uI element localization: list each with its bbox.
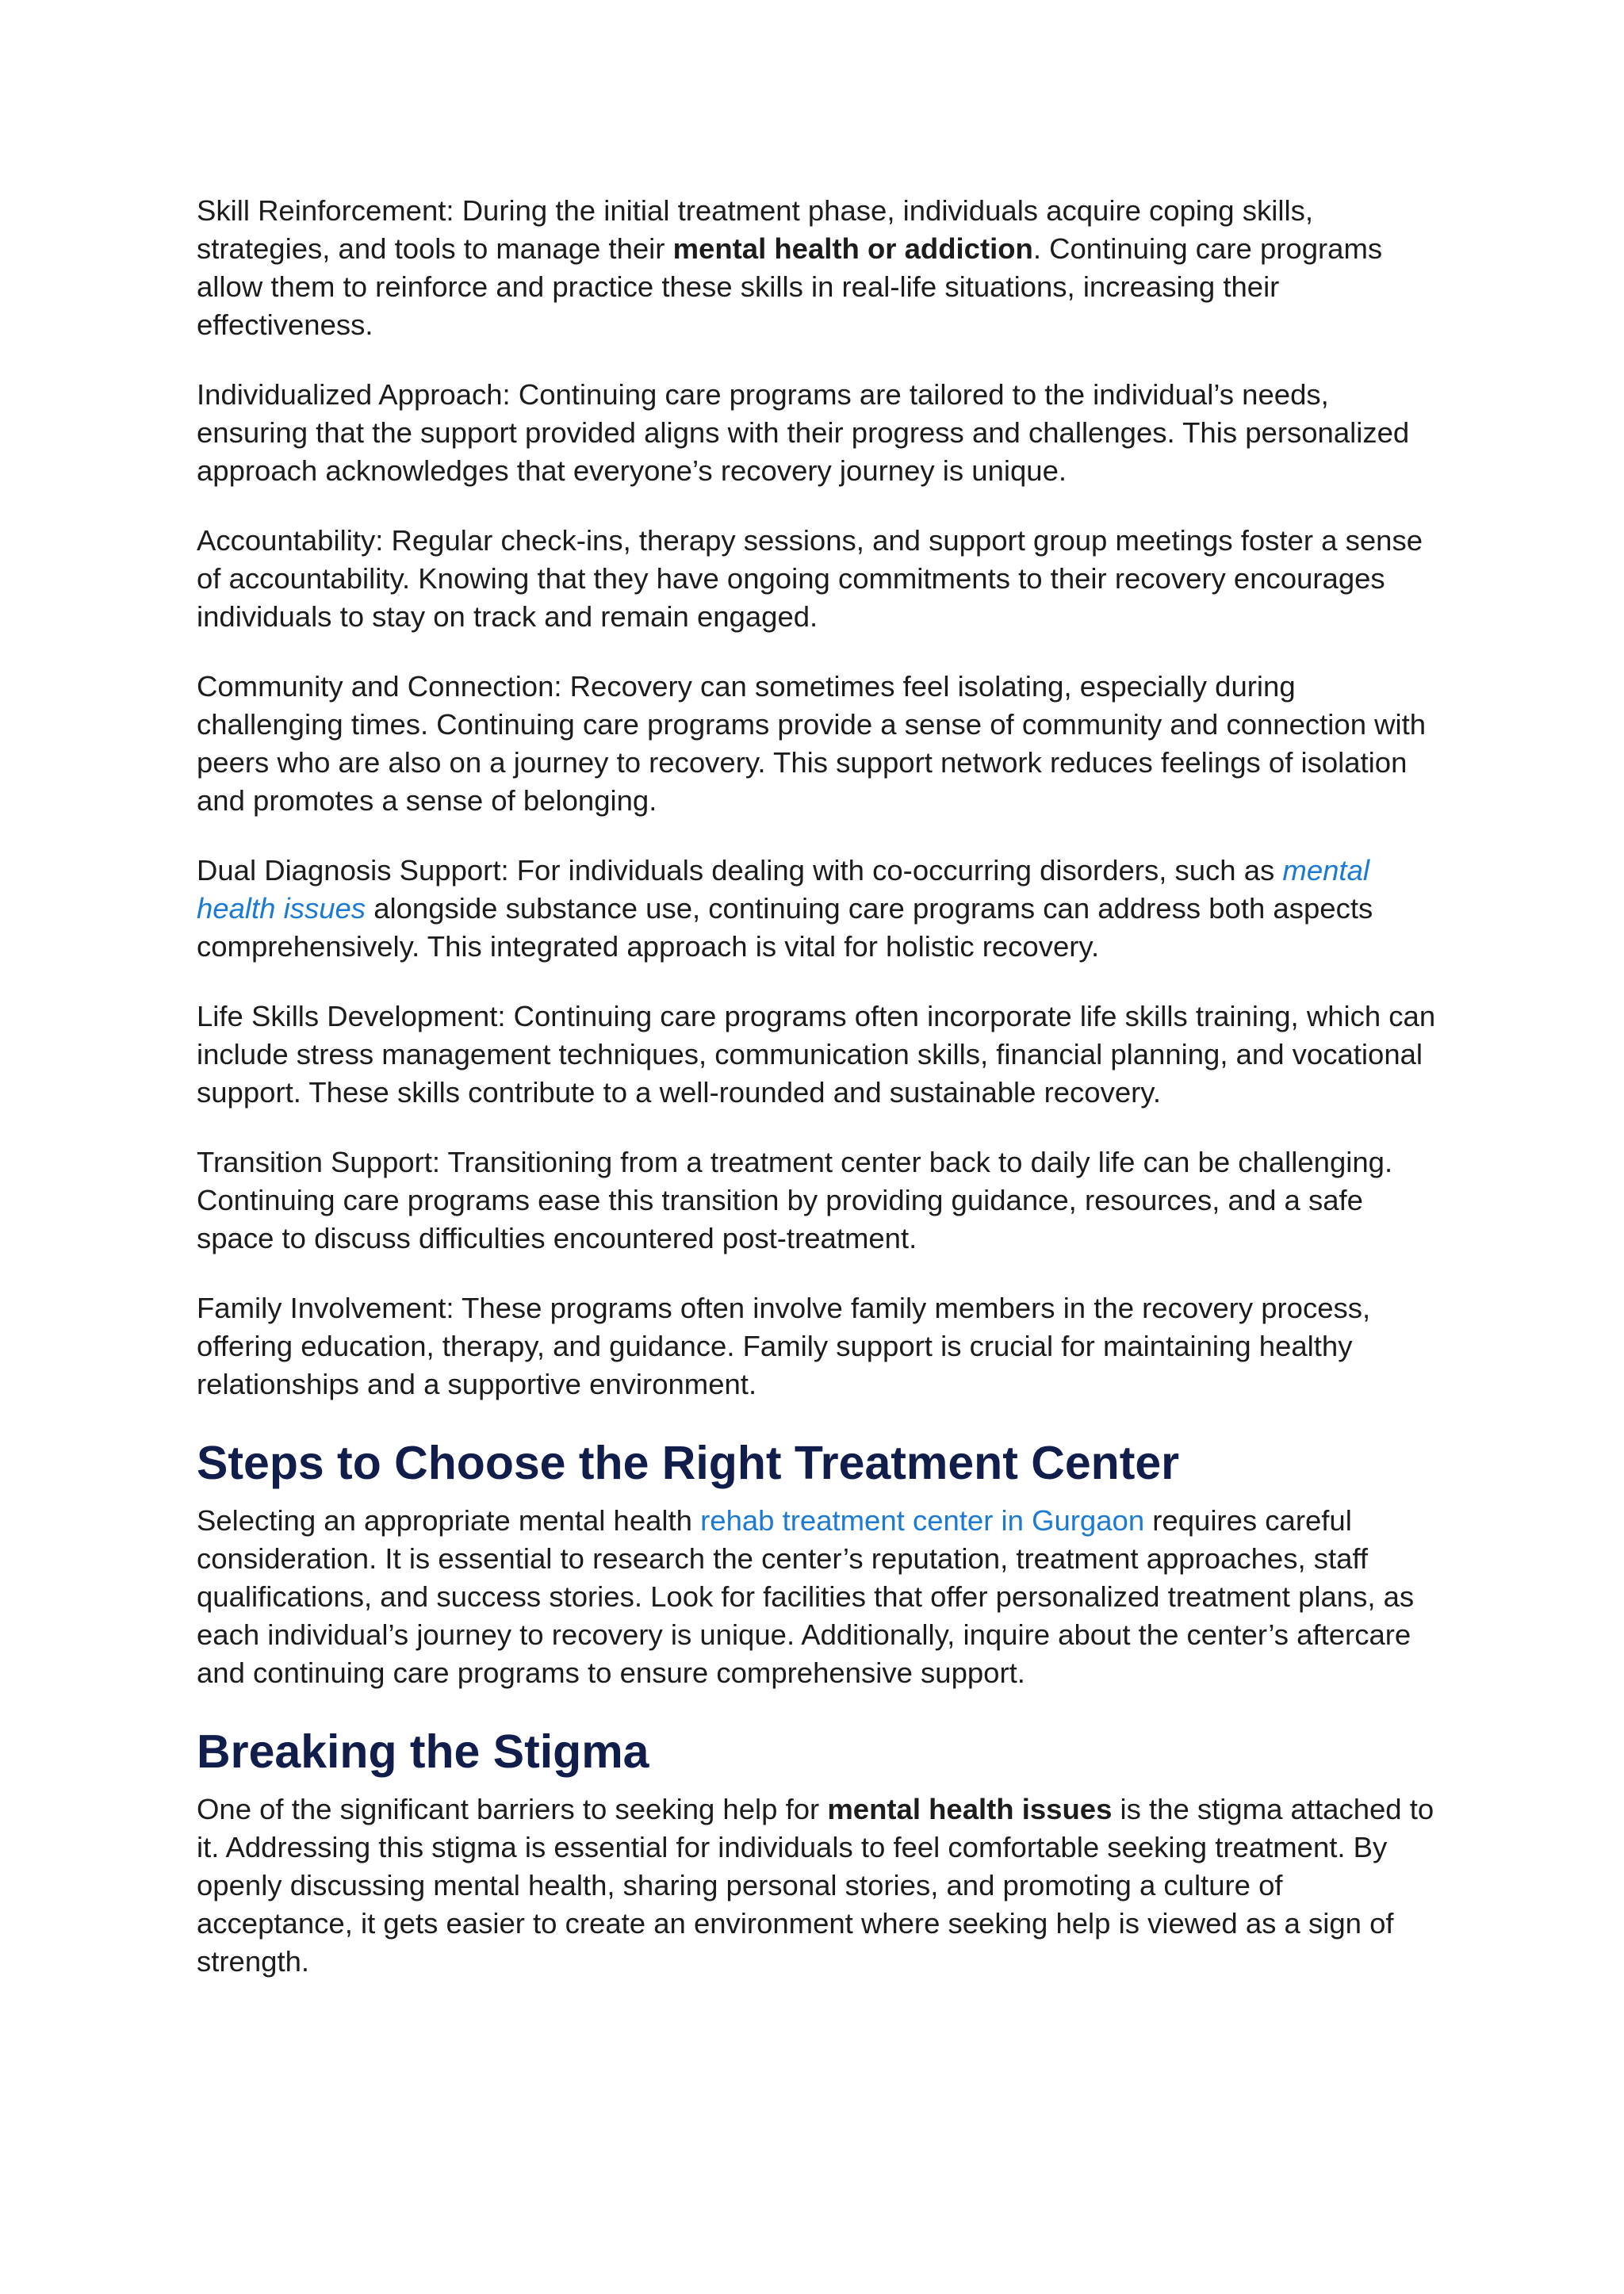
paragraph-transition-support: Transition Support: Transitioning from a treatment center back to daily life can be challenging. Continuing care programs ease this transition by providing guidance, resources, and a safe space to discuss difficulties encountered post-treatment. [197,1146,1393,1254]
document-body [197,192,1442,2013]
paragraph-family-involvement: Family Involvement: These programs often involve family members in the recovery process, offering education, therapy, and guidance. Family support is crucial for maintaining healthy relationships and a supportive environment. [197,1292,1371,1400]
section-heading-stigma: Breaking the Stigma [197,1725,649,1778]
paragraph-text: One of the significant barriers to seeking help for [197,1793,828,1825]
paragraph-text: Selecting an appropriate mental health [197,1504,701,1537]
paragraph-stigma [197,1790,1442,1981]
bold-text: mental health or addiction [672,232,1033,265]
paragraph-accountability: Accountability: Regular check-ins, therapy sessions, and support group meetings foster a sense of accountability. Knowing that they have ongoing commitments to their recovery encourages individuals to stay on track and remain engaged. [197,524,1423,633]
paragraph-steps [197,1502,1442,1692]
paragraph-text: Dual Diagnosis Support: For individuals dealing with co-occurring disorders, such as [197,854,1283,887]
bold-text: mental health issues [827,1793,1113,1825]
mental-health-issues-link[interactable]: mental health issues [197,854,1369,925]
paragraph-text: requires careful consideration. It is essential to research the center’s reputation, treatment approaches, staff qualifications, and success stories. Look for facilities that offer personalized treatment plans, as each individual’s journey to recovery is unique. Additionally, inquire about the center’s aftercare and continuing care programs to ensure comprehensive support. [197,1504,1415,1689]
paragraph-skill-reinforcement [197,192,1442,344]
paragraph-dual-diagnosis [197,852,1442,966]
rehab-center-gurgaon-link[interactable]: rehab treatment center in Gurgaon [700,1504,1145,1537]
paragraph-text: is the stigma attached to it. Addressing this stigma is essential for individuals to feel comfortable seeking treatment. By openly discussing mental health, sharing personal stories, and promoting a culture of acceptance, it gets easier to create an environment where seeking help is viewed as a sign of strength. [197,1793,1434,1978]
paragraph-text: alongside substance use, continuing care programs can address both aspects comprehensively. This integrated approach is vital for holistic recovery. [197,892,1373,963]
paragraph-individualized-approach: Individualized Approach: Continuing care programs are tailored to the individual’s needs, ensuring that the support provided aligns with their progress and challenges. This personalized approach acknowledges that everyone’s recovery journey is unique. [197,378,1410,487]
paragraph-text: . Continuing care programs allow them to reinforce and practice these skills in real-life situations, increasing their effectiveness. [197,232,1383,341]
paragraph-community-connection: Community and Connection: Recovery can sometimes feel isolating, especially during challenging times. Continuing care programs provide a sense of community and connection with peers who are also on a journey to recovery. This support network reduces feelings of isolation and promotes a sense of belonging. [197,670,1427,817]
section-heading-steps: Steps to Choose the Right Treatment Center [197,1437,1180,1489]
paragraph-text: Skill Reinforcement: During the initial treatment phase, individuals acquire coping skills, strategies, and tools to manage their [197,194,1313,265]
paragraph-life-skills: Life Skills Development: Continuing care programs often incorporate life skills training, which can include stress management techniques, communication skills, financial planning, and vocational support. These skills contribute to a well-rounded and sustainable recovery. [197,1000,1436,1109]
